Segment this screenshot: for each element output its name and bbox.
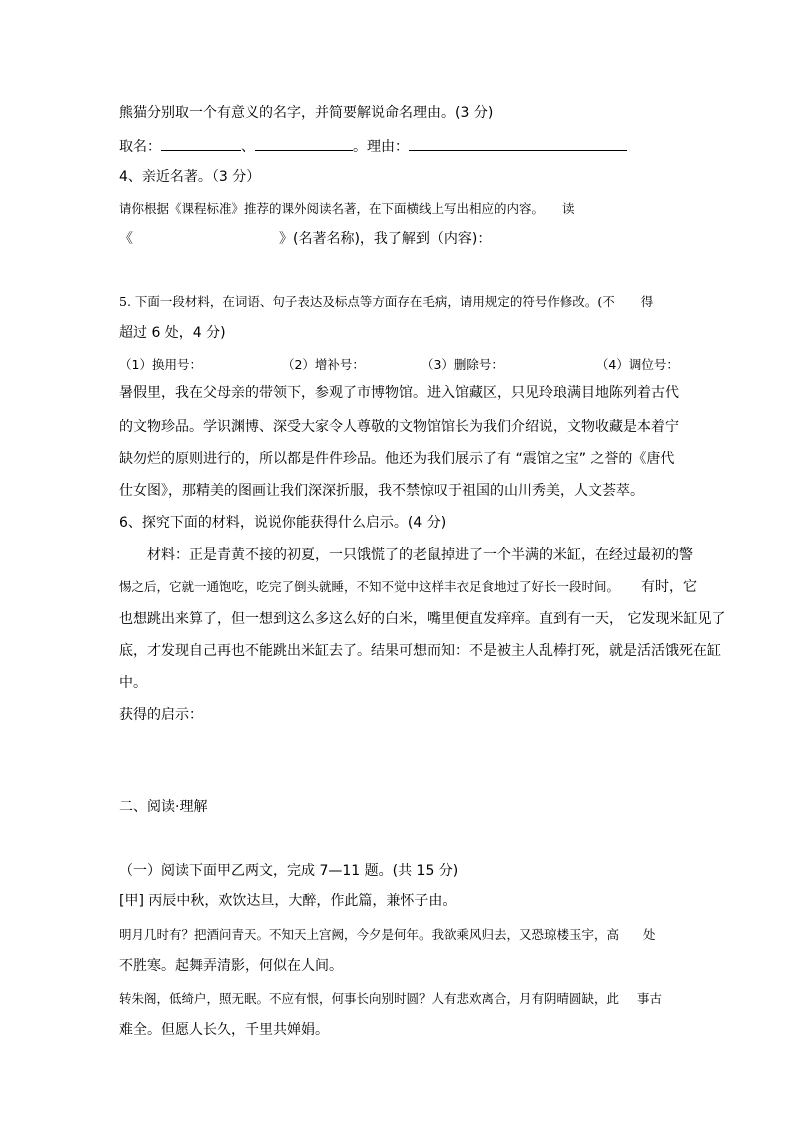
book-open-bracket: 《 [119,231,133,247]
q4-du: 读 [562,201,575,216]
q4-answer-line [119,229,491,249]
q4-instruction: 请你根据《课程标准》推荐的课外阅读名著，在下面横线上写出相应的内容。 [119,201,545,216]
q5-line-2: 超过 6 处，4 分) [119,325,226,341]
reason-label: 。理由： [353,139,409,155]
symbol-delete: （3）删除号： [420,357,504,372]
poem-line-3b: 事古 [637,991,663,1006]
reading-jia-title: [甲] 丙辰中秋，欢饮达旦，大醉，作此篇，兼怀子由。 [119,893,457,909]
q5-paragraph-4: 仕女图》，那精美的图画让我们深深折服，我不禁惊叹于祖国的山川秀美，人文荟萃。 [119,483,644,499]
q5-paragraph-1: 暑假里，我在父母亲的带领下，参观了市博物馆。进入馆藏区，只见玲琅满目地陈列着古代 [119,385,679,401]
poem-line-2: 不胜寒。起舞弄清影，何似在人间。 [119,958,343,974]
symbol-insert: （2）增补号： [281,357,365,372]
poem-line-3 [119,989,662,1009]
symbol-replace: （1）换用号： [119,357,202,372]
q4-instruction-line [119,199,575,219]
name-blank-1[interactable] [161,138,241,151]
section-2-title: 二、阅读·理解 [119,799,208,815]
symbol-transpose: （4）调位号： [595,357,679,372]
q6-title: 6、探究下面的材料，说说你能获得什么启示。(4 分) [119,515,447,531]
poem-line-1 [119,925,656,945]
reason-blank[interactable] [409,138,627,151]
poem-line-1b: 处 [643,927,656,942]
q6-material-2 [119,577,697,597]
name-label: 取名： [119,139,161,155]
q5-line-1 [119,292,653,312]
book-close-text: 》(名著名称)，我了解到（内容)： [279,231,492,247]
q6-material-4: 底，才发现自己再也不能跳出米缸去了。结果可想而知：不是被主人乱棒打死，就是活活饿死在缸 [119,643,721,659]
q4-title: 4、亲近名著。（3 分） [119,169,261,185]
reading-intro: （一）阅读下面甲乙两文，完成 7—11 题。(共 15 分) [119,863,459,879]
poem-line-3a: 转朱阁，低绮户，照无眠。不应有恨，何事长向别时圆？人有悲欢离合，月有阴晴圆缺，此 [119,991,620,1006]
q6-material-5: 中。 [119,675,147,691]
q3-line: 熊猫分别取一个有意义的名字，并简要解说命名理由。(3 分) [119,105,494,121]
q6-material-2b: 有时，它 [641,579,698,595]
q5-paragraph-3: 缺勿烂的原则进行的，所以都是件件珍品。他还为我们展示了有 “震馆之宝” 之誉的《唐代 [119,451,675,467]
q3-answer-line [119,137,627,157]
q6-answer-label: 获得的启示： [119,707,203,723]
q5-de: 得 [640,294,654,309]
name-blank-2[interactable] [255,138,353,151]
poem-line-1a: 明月几时有？把酒问青天。不知天上宫阙，今夕是何年。我欲乘风归去，又恐琼楼玉宇，高 [119,927,620,942]
q6-material-3: 也想跳出来算了，但一想到这么多这么好的白米，嘴里便直发痒痒。直到有一天， 它发现米缸见了 [119,611,726,627]
q6-material-1: 材料：正是青黄不接的初夏，一只饿慌了的老鼠掉进了一个半满的米缸，在经过最初的警 [147,547,693,563]
poem-line-4: 难全。但愿人长久，千里共婵娟。 [119,1022,329,1038]
q5-instruction: 5. 下面一段材料，在词语、句子表达及标点等方面存在毛病，请用规定的符号作修改。(不 [119,294,615,309]
name-separator: 、 [241,139,255,155]
q5-symbols [119,355,679,375]
q5-paragraph-2: 的文物珍品。学识渊博、深受大家令人尊敬的文物馆馆长为我们介绍说，文物收藏是本着宁 [119,419,679,435]
q6-material-2a: 惕之后，它就一通饱吃，吃完了倒头就睡，不知不觉中这样丰衣足食地过了好长一段时间。 [119,579,620,594]
